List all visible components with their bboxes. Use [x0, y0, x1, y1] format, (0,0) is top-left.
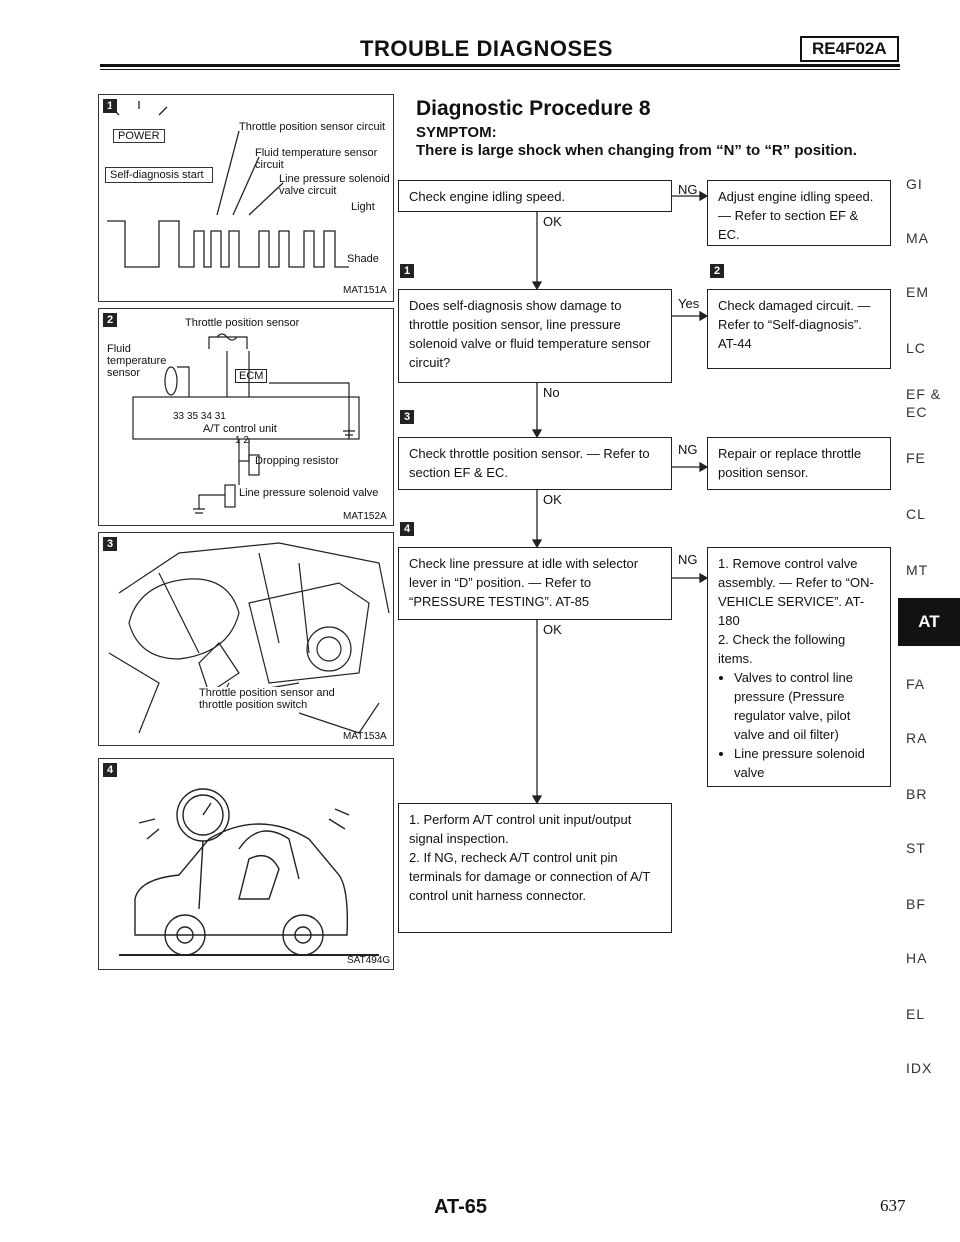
step-2-marker: 2 — [710, 264, 724, 278]
atcu-label: A/T control unit — [203, 423, 277, 435]
symptom-text: There is large shock when changing from “N” to “R” position. — [416, 142, 857, 159]
figure-step-marker: 2 — [103, 313, 117, 327]
side-index-mt[interactable]: MT — [906, 562, 929, 578]
engine-bay-illustration — [99, 533, 393, 745]
figure-pressure-test — [98, 758, 394, 970]
repair-tps-box: Repair or replace throttle position sensor. — [707, 437, 891, 490]
line-pressure-circuit-label: Line pressure solenoid valve circuit — [279, 173, 390, 197]
fix-bullet: • Line pressure solenoid valve — [734, 744, 880, 782]
side-index-at-active[interactable]: AT — [898, 598, 960, 646]
symptom-label: SYMPTOM: — [416, 124, 497, 141]
signal-waveform — [99, 95, 393, 301]
ng-label: NG — [678, 182, 698, 197]
final-inspection-box — [398, 803, 672, 933]
side-index-fe[interactable]: FE — [906, 450, 926, 466]
page-number: 637 — [880, 1196, 906, 1215]
tps-label: Throttle position sensor — [185, 317, 300, 329]
line-pressure-solenoid-label: Line pressure solenoid valve — [239, 487, 379, 499]
side-index-br[interactable]: BR — [906, 786, 928, 802]
fix-step-1: 1. Remove control valve assembly. — Refer to “ON-VEHICLE SERVICE”. AT-180 — [718, 556, 874, 628]
figure-step-marker: 3 — [103, 537, 117, 551]
figure-engine-bay — [98, 532, 394, 746]
power-label: POWER — [113, 129, 165, 143]
figure-code: MAT152A — [343, 511, 387, 522]
line-pressure-box: Check line pressure at idle with selector lever in “D” position. — Refer to “PRESSURE TESTING”. AT-85 — [398, 547, 672, 620]
tps-switch-caption: Throttle position sensor and throttle position switch — [199, 687, 359, 711]
side-index-ef[interactable]: EF & — [906, 386, 942, 402]
model-code-badge: RE4F02A — [800, 36, 899, 62]
page-title: TROUBLE DIAGNOSES — [360, 36, 613, 61]
check-idle-box: Check engine idling speed. — [398, 180, 672, 212]
side-index-bf[interactable]: BF — [906, 896, 926, 912]
side-index-st[interactable]: ST — [906, 840, 926, 856]
self-diagnosis-box: Does self-diagnosis show damage to throttle position sensor, line pressure solenoid valve or fluid temperature sensor circuit? — [398, 289, 672, 383]
page-reference: AT-65 — [434, 1196, 487, 1218]
figure-code: SAT494G — [347, 955, 391, 966]
figure-step-marker: 1 — [103, 99, 117, 113]
side-index-idx[interactable]: IDX — [906, 1060, 933, 1076]
shade-label: Shade — [347, 253, 379, 265]
self-diagnosis-start-label: Self-diagnosis start — [105, 167, 213, 183]
atcu-pins: 1 2 — [235, 435, 249, 446]
figure-code: MAT153A — [343, 731, 387, 742]
figure-wiring-schematic — [98, 308, 394, 526]
check-tps-box: Check throttle position sensor. — Refer to section EF & EC. — [398, 437, 672, 490]
remove-valve-box — [707, 547, 891, 787]
check-circuit-box: Check damaged circuit. — Refer to “Self-diagnosis”. AT-44 — [707, 289, 891, 369]
side-index-gi[interactable]: GI — [906, 176, 923, 192]
step-1-marker: 1 — [400, 264, 414, 278]
fix-bullet: • Valves to control line pressure (Pressure regulator valve, pilot valve and oil filter) — [734, 668, 880, 744]
ok-label: OK — [543, 622, 562, 637]
procedure-title: Diagnostic Procedure 8 — [416, 97, 651, 120]
adjust-idle-box: Adjust engine idling speed. — Refer to section EF & EC. — [707, 180, 891, 246]
final-step-2: 2. If NG, recheck A/T control unit pin terminals for damage or connection of A/T control unit harness connector. — [409, 850, 651, 903]
no-label: No — [543, 385, 560, 400]
fluid-temp-sensor-label: Fluid temperature sensor — [107, 343, 167, 379]
side-index-fa[interactable]: FA — [906, 676, 926, 692]
ng-label: NG — [678, 552, 698, 567]
side-index-ma[interactable]: MA — [906, 230, 929, 246]
wiring-diagram — [99, 309, 393, 525]
yes-label: Yes — [678, 296, 700, 311]
figure-self-diagnosis — [98, 94, 394, 302]
ok-label: OK — [543, 492, 562, 507]
step-4-marker: 4 — [400, 522, 414, 536]
side-index-em[interactable]: EM — [906, 284, 929, 300]
ecm-label: ECM — [235, 369, 267, 383]
ok-label: OK — [543, 214, 562, 229]
fix-step-2: 2. Check the following items. — [718, 632, 846, 666]
car-gauge-illustration — [99, 759, 393, 969]
figure-step-marker: 4 — [103, 763, 117, 777]
tps-circuit-label: Throttle position sensor circuit — [239, 121, 386, 133]
side-index-el[interactable]: EL — [906, 1006, 926, 1022]
dropping-resistor-label: Dropping resistor — [255, 455, 339, 467]
pin-numbers: 33 35 34 31 — [173, 411, 226, 422]
side-index-cl[interactable]: CL — [906, 506, 926, 522]
ng-label: NG — [678, 442, 698, 457]
final-step-1: 1. Perform A/T control unit input/output signal inspection. — [409, 812, 632, 846]
light-label: Light — [351, 201, 375, 213]
fluid-circuit-label: Fluid temperature sensor circuit — [255, 147, 378, 171]
step-3-marker: 3 — [400, 410, 414, 424]
figure-code: MAT151A — [343, 285, 387, 296]
side-index-ha[interactable]: HA — [906, 950, 928, 966]
side-index-lc[interactable]: LC — [906, 340, 926, 356]
side-index-ec[interactable]: EC — [906, 404, 928, 420]
side-index-ra[interactable]: RA — [906, 730, 928, 746]
